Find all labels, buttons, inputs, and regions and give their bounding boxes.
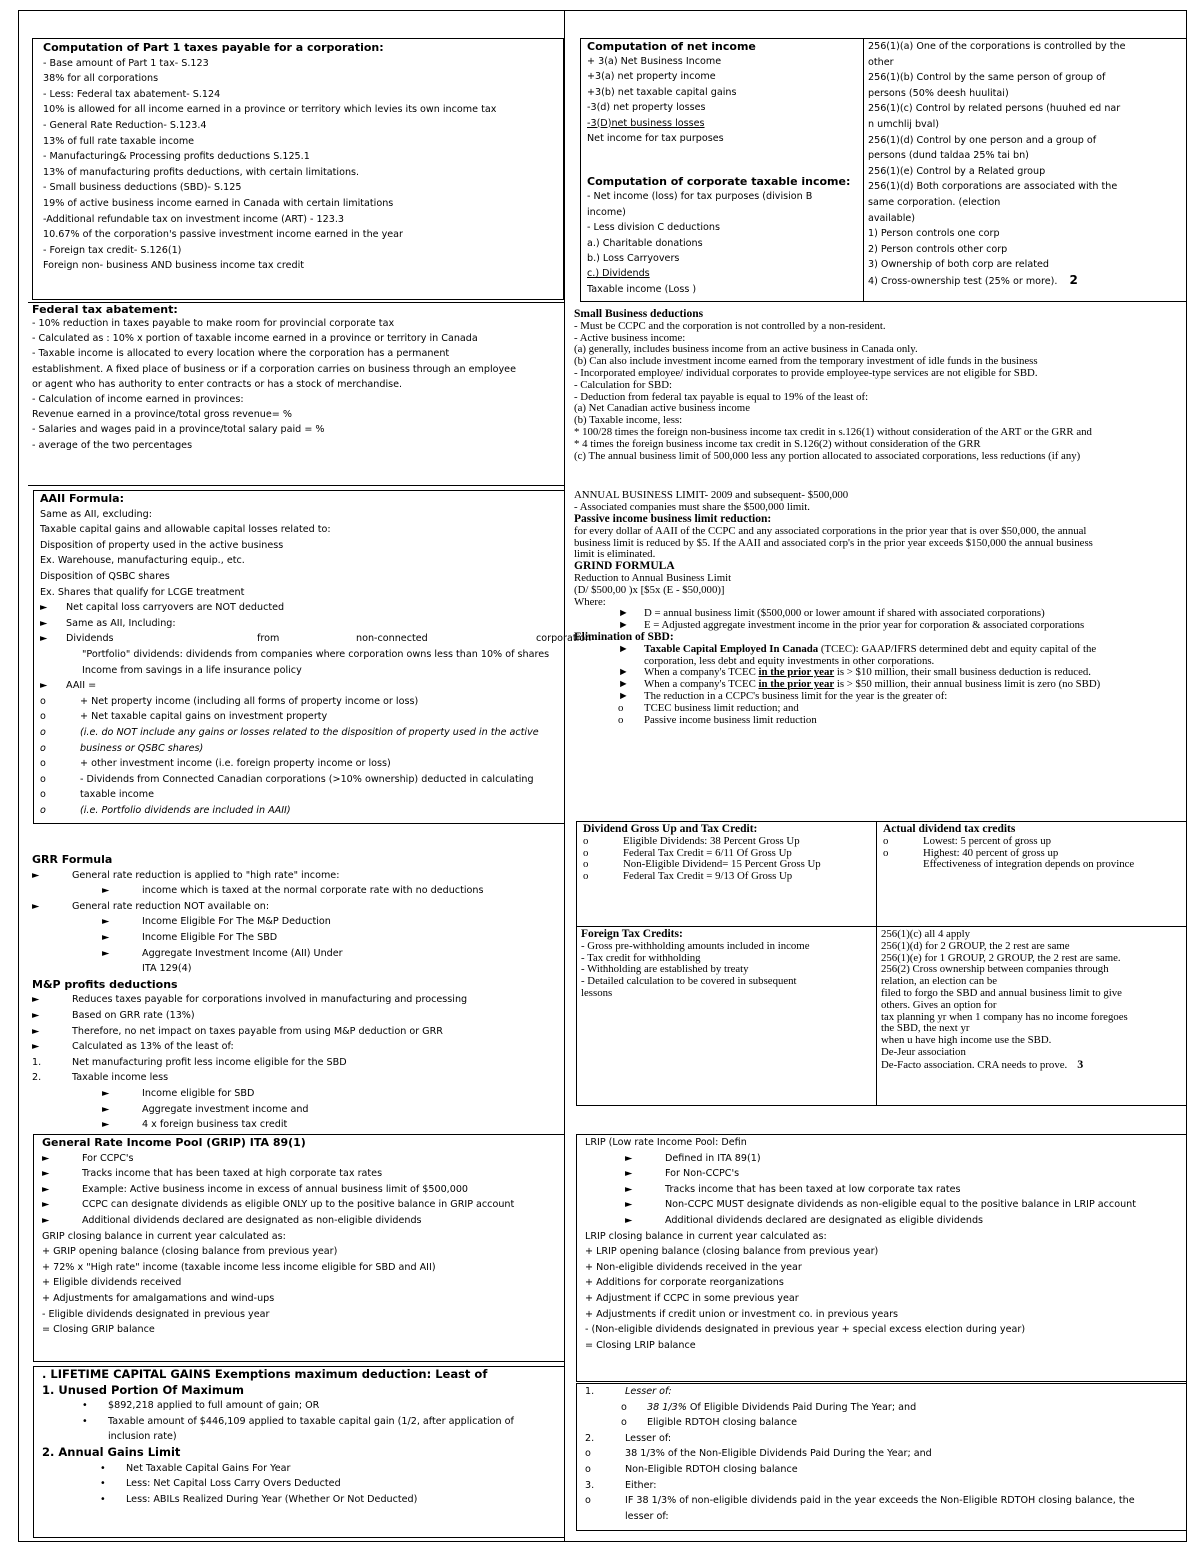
- grr-item: ► General rate reduction is applied to "high rate" income:: [32, 869, 340, 881]
- aaii-plus-line: o taxable income: [40, 789, 155, 801]
- associated-line: 256(1)(c) Control by related persons (huuhed ed nar: [868, 103, 1121, 115]
- grip-line: + 72% x "High rate" income (taxable income less income eligible for SBD and AII): [42, 1261, 436, 1273]
- grr-item: ► Income Eligible For The SBD: [102, 931, 278, 943]
- association-note-line: relation, an election can be: [881, 975, 998, 988]
- tcec-line: ► Taxable Capital Employed In Canada (TCEC): GAAP/IFRS determined debt and equity capital of the: [618, 642, 1097, 655]
- part1-line: 10% is allowed for all income earned in a province or territory which levies its own income tax: [43, 104, 497, 116]
- aaii-plus-line: o (i.e. do NOT include any gains or losses related to the disposition of property used in the active: [40, 726, 539, 738]
- rdtoh-2b: o Non-Eligible RDTOH closing balance: [585, 1463, 798, 1475]
- taxable-income-line: income): [587, 206, 626, 218]
- association-note-line: when u have high income use the SBD.: [881, 1034, 1052, 1047]
- lrip-item: ► Additional dividends declared are designated as eligible dividends: [625, 1214, 984, 1226]
- where-item: ► D = annual business limit ($500,000 or lower amount if shared with associated corporations): [618, 607, 1045, 620]
- association-notes-box: [876, 926, 1187, 1106]
- part1-line: 13% of full rate taxable income: [43, 135, 195, 147]
- federal-abatement-box: [28, 302, 565, 486]
- aaii-line: Taxable capital gains and allowable capital losses related to:: [40, 524, 331, 536]
- part1-line: -Additional refundable tax on investment income (ART) - 123.3: [43, 213, 344, 225]
- sbd-line: (b) Taxable income, less:: [574, 414, 683, 427]
- lrip-lines: [585, 1229, 1178, 1354]
- where-item: ► E = Adjusted aggregate investment income in the prior year for corporation & associated corporations: [618, 619, 1085, 632]
- association-note-line: 256(1)(c) all 4 apply: [881, 928, 971, 940]
- part1-line: Foreign non- business AND business income tax credit: [43, 260, 304, 272]
- mp-num1: 1. Net manufacturing profit less income eligible for the SBD: [32, 1056, 347, 1068]
- part1-line: 38% for all corporations: [43, 73, 159, 85]
- associated-line: persons (50% deesh huulitai): [868, 87, 1009, 99]
- lcge-b2: • Less: ABILs Realized During Year (Whether Or Not Deducted): [100, 1493, 418, 1505]
- pibr-line: business limit is reduced by $5. If the AAII and associated corp's in the prior year exceeds $150,000 the annual business: [574, 536, 1093, 549]
- sbd-line: (a) Net Canadian active business income: [574, 402, 750, 415]
- divgu-item: o Non-Eligible Dividend= 15 Percent Gross Up: [583, 858, 821, 871]
- rdtoh-1a: o 38 1/3% Of Eligible Dividends Paid During The Year; and: [621, 1401, 917, 1413]
- rdtoh-1b: o Eligible RDTOH closing balance: [621, 1417, 798, 1429]
- lrip-title: LRIP (Low rate Income Pool: Defin: [585, 1137, 747, 1148]
- grip-line: - Eligible dividends designated in previous year: [42, 1308, 270, 1320]
- pibr-line: for every dollar of AAII of the CCPC and any associated corporations in the prior year that is over $50,000, the annual: [574, 524, 1087, 537]
- association-note-line: 256(1)(d) for 2 GROUP, the 2 rest are same: [881, 939, 1070, 952]
- aaii-insurance-line: Income from savings in a life insurance policy: [82, 664, 302, 676]
- abatement-line: or agent who has authority to enter contracts or has a stock of merchandise.: [32, 378, 403, 390]
- part1-line: 19% of active business income earned in Canada with certain limitations: [43, 197, 394, 209]
- sbd-line: - Deduction from federal tax payable is equal to 19% of the least of:: [574, 390, 869, 403]
- aaii-line: Same as AII, excluding:: [40, 508, 152, 520]
- part1-line: - Small business deductions (SBD)- S.125: [43, 182, 242, 194]
- associated-line: 4) Cross-ownership test (25% or more). 2: [868, 272, 1078, 287]
- page-number: 3: [1077, 1056, 1084, 1071]
- abatement-line: - Taxable income is allocated to every location where the corporation has a permanent: [32, 348, 450, 360]
- association-note-line: others. Gives an option for: [881, 998, 997, 1011]
- ftc-line: - Withholding are established by treaty: [581, 963, 749, 976]
- sbd-lines: [574, 321, 1186, 463]
- reduction-item: o TCEC business limit reduction; and: [618, 701, 799, 714]
- grind-line: Where:: [574, 595, 606, 608]
- aaii-plus-line: o - Dividends from Connected Canadian corporations (>10% ownership) deducted in calculating: [40, 773, 534, 785]
- rdtoh-3: 3. Either:: [585, 1479, 657, 1491]
- aaii-eq: ► AAII =: [40, 680, 97, 692]
- actual-item: Effectiveness of integration depends on province: [923, 858, 1135, 871]
- net-income-box: [580, 38, 864, 302]
- pibr-lines: [574, 526, 1186, 561]
- sbd-line: - Calculation for SBD:: [574, 378, 673, 391]
- reduction-item: o Passive income business limit reduction: [618, 713, 817, 726]
- ftc-line: - Detailed calculation to be covered in subsequent: [581, 975, 797, 988]
- taxable-income-lines: [587, 189, 859, 297]
- part1-line: - Base amount of Part 1 tax- S.123: [43, 57, 209, 69]
- lrip-line: + LRIP opening balance (closing balance from previous year): [585, 1246, 879, 1258]
- aaii-plus-line: o (i.e. Portfolio dividends are included in AAII): [40, 804, 291, 816]
- foreign-credit-box: [576, 926, 877, 1106]
- associated-line: n umchlij bval): [868, 118, 940, 130]
- rdtoh-2: 2. Lesser of:: [585, 1432, 672, 1444]
- lrip-item: ► Tracks income that has been taxed at low corporate tax rates: [625, 1183, 961, 1195]
- aaii-plus-lines: [40, 694, 558, 819]
- net-income-line: +3(b) net taxable capital gains: [587, 86, 737, 98]
- net-income-line: -3(D)net business losses: [587, 117, 705, 129]
- grr-item: ► General rate reduction NOT available on:: [32, 900, 270, 912]
- lrip-line: = Closing LRIP balance: [585, 1339, 696, 1351]
- abatement-line: - Salaries and wages paid in a province/total salary paid = %: [32, 424, 325, 436]
- lrip-line: + Additions for corporate reorganizations: [585, 1277, 784, 1289]
- associated-line: 2) Person controls other corp: [868, 243, 1008, 255]
- part1-line: - General Rate Reduction- S.123.4: [43, 119, 207, 131]
- abl-line: ANNUAL BUSINESS LIMIT- 2009 and subsequent- $500,000: [574, 489, 849, 502]
- divgu-item: o Federal Tax Credit = 9/13 Of Gross Up: [583, 870, 793, 883]
- abatement-line: Revenue earned in a province/total gross revenue= %: [32, 409, 292, 421]
- grip-item: ► CCPC can designate dividends as eligible ONLY up to the positive balance in GRIP account: [42, 1199, 515, 1211]
- aaii-lines: [40, 507, 558, 601]
- mp-sub-items: [32, 1086, 564, 1133]
- grip-box: [33, 1134, 565, 1362]
- ftc-line: - Gross pre-withholding amounts included in income: [581, 939, 810, 952]
- associated-line: 256(1)(d) Control by one person and a group of: [868, 134, 1097, 146]
- sbd-section: [574, 309, 1186, 819]
- part1-line: - Manufacturing& Processing profits deductions S.125.1: [43, 151, 310, 163]
- aaii-plus-line: o + Net property income (including all forms of property income or loss): [40, 695, 419, 707]
- associated-line: available): [868, 212, 916, 224]
- aaii-line: Disposition of QSBC shares: [40, 570, 170, 582]
- lrip-line: - (Non-eligible dividends designated in previous year + special excess election during year): [585, 1324, 1026, 1336]
- rdtoh-2a: o 38 1/3% of the Non-Eligible Dividends Paid During the Year; and: [585, 1448, 932, 1460]
- grip-line: GRIP closing balance in current year calculated as:: [42, 1230, 286, 1242]
- divgu-title: Dividend Gross Up and Tax Credit:: [583, 823, 758, 835]
- pibr-title: Passive income business limit reduction:: [574, 512, 772, 525]
- grip-item: ► For CCPC's: [42, 1152, 134, 1164]
- mp-sub-item: ► Income eligible for SBD: [102, 1087, 255, 1099]
- divgu-item: o Eligible Dividends: 38 Percent Gross Up: [583, 834, 800, 847]
- abatement-lines: [32, 316, 561, 453]
- sbd-line: * 4 times the foreign business income tax credit in S.126(2) without consideration of the GRR: [574, 437, 981, 450]
- net-income-line: + 3(a) Net Business Income: [587, 56, 722, 67]
- associated-line: 1) Person controls one corp: [868, 228, 1000, 240]
- mp-title: M&P profits deductions: [32, 977, 178, 991]
- associated-line: other: [868, 56, 894, 68]
- grip-item: ► Additional dividends declared are designated as non-eligible dividends: [42, 1214, 422, 1226]
- rdtoh-1: 1. Lesser of:: [585, 1386, 672, 1397]
- sbd-line: - Incorporated employee/ individual corporates to provide employee-type services are not eligible for SBD.: [574, 366, 1038, 379]
- associated-line: persons (dund taldaa 25% tai bn): [868, 150, 1029, 162]
- net-income-line: Net income for tax purposes: [587, 133, 724, 145]
- lcge-title: . LIFETIME CAPITAL GAINS Exemptions maximum deduction: Least of: [42, 1367, 488, 1381]
- associated-line: 256(1)(a) One of the corporations is controlled by the: [868, 41, 1126, 52]
- aaii-portfolio-line: "Portfolio" dividends: dividends from companies where corporation owns less than 10% of shares: [82, 648, 550, 660]
- actual-title: Actual dividend tax credits: [883, 823, 1016, 835]
- rdtoh-3b: lesser of:: [625, 1510, 669, 1522]
- ftc-line: - Tax credit for withholding: [581, 951, 701, 964]
- abatement-line: - Calculation of income earned in provinces:: [32, 394, 244, 406]
- aaii-line: Disposition of property used in the active business: [40, 539, 284, 551]
- net-income-title: Computation of net income: [587, 40, 756, 53]
- sbd-line: (c) The annual business limit of 500,000 less any portion allocated to associated corporations, less reductions (if any): [574, 449, 1081, 462]
- associated-corps-box: [863, 38, 1187, 302]
- actual-item: o Highest: 40 percent of gross up: [883, 846, 1059, 859]
- aaii-box: [33, 490, 592, 824]
- mp-item: ► Calculated as 13% of the least of:: [32, 1041, 234, 1053]
- grr-title: GRR Formula: [32, 853, 113, 866]
- abatement-line: - 10% reduction in taxes payable to make room for provincial corporate tax: [32, 318, 395, 329]
- part1-line: - Foreign tax credit- S.126(1): [43, 244, 182, 256]
- taxable-income-title: Computation of corporate taxable income:: [587, 175, 851, 189]
- grip-line: + Adjustments for amalgamations and wind-ups: [42, 1292, 275, 1304]
- lcge-b2: • Less: Net Capital Loss Carry Overs Deducted: [100, 1478, 341, 1490]
- grind-line: (D/ $500,00 )x [$5x (E - $50,000)]: [574, 583, 725, 596]
- abl-line2: - Associated companies must share the $500,000 limit.: [574, 501, 810, 514]
- divgu-items: [583, 836, 870, 883]
- grip-items: [42, 1151, 556, 1229]
- taxable-income-line: c.) Dividends: [587, 268, 650, 280]
- elim-title: Elimination of SBD:: [574, 630, 674, 643]
- actual-item: o Lowest: 5 percent of gross up: [883, 834, 1052, 847]
- when-line: ► When a company's TCEC in the prior year is > $10 million, their small business deduction is reduced.: [618, 666, 1091, 679]
- part1-line: - Less: Federal tax abatement- S.124: [43, 88, 221, 100]
- page-number: 2: [1069, 272, 1078, 287]
- association-note-line: 256(1)(e) for 1 GROUP, 2 GROUP, the 2 rest are same.: [881, 951, 1121, 964]
- sbd-line: (a) generally, includes business income from an active business in Canada only.: [574, 343, 918, 356]
- grip-lines: [42, 1229, 556, 1338]
- association-note-line: tax planning yr when 1 company has no income foregoes: [881, 1010, 1128, 1023]
- mp-num2: 2. Taxable income less: [32, 1072, 169, 1084]
- association-note-line: De-Facto association. CRA needs to prove. 3: [881, 1056, 1084, 1071]
- ftc-line: lessons: [581, 986, 613, 999]
- abatement-line: - Calculated as : 10% x portion of taxable income earned in a province or territory in Canada: [32, 333, 478, 345]
- associated-line: 256(1)(b) Control by the same person of group of: [868, 72, 1106, 84]
- mp-item: ► Based on GRR rate (13%): [32, 1009, 195, 1021]
- grr-item: ► Aggregate Investment Income (AII) Under: [102, 947, 343, 959]
- associated-lines: [868, 39, 1182, 290]
- mp-sub-item: ► 4 x foreign business tax credit: [102, 1119, 288, 1131]
- association-notes-lines: [881, 929, 1182, 1072]
- association-note-line: 256(2) Cross ownership between companies through: [881, 963, 1109, 976]
- mp-item: ► Therefore, no net impact on taxes payable from using M&P deduction or GRR: [32, 1025, 443, 1037]
- abatement-title: Federal tax abatement:: [32, 303, 178, 316]
- lcge-h1: 1. Unused Portion Of Maximum: [42, 1382, 244, 1397]
- rdtoh-box: [576, 1383, 1187, 1531]
- associated-line: 256(1)(e) Control by a Related group: [868, 165, 1046, 177]
- grip-item: ► Tracks income that has been taxed at high corporate tax rates: [42, 1168, 383, 1180]
- taxable-income-line: - Less division C deductions: [587, 222, 720, 234]
- lcge-b2: • Net Taxable Capital Gains For Year: [100, 1462, 291, 1474]
- taxable-income-line: - Net income (loss) for tax purposes (division B: [587, 191, 813, 203]
- aaii-bullet: ► Net capital loss carryovers are NOT deducted: [40, 602, 285, 614]
- aaii-dividends-row: ► Dividends from non-connected corporation: [40, 633, 592, 645]
- abatement-line: - average of the two percentages: [32, 439, 193, 451]
- mp-item: ► Reduces taxes payable for corporations involved in manufacturing and processing: [32, 994, 468, 1006]
- lrip-item: ► For Non-CCPC's: [625, 1168, 740, 1180]
- grip-line: + GRIP opening balance (closing balance from previous year): [42, 1246, 338, 1258]
- reduction-line: ► The reduction in a CCPC's business limit for the year is the greater of:: [618, 689, 948, 702]
- rdtoh-3a: o IF 38 1/3% of non-eligible dividends paid in the year exceeds the Non-Eligible RDTOH closing balance, the: [585, 1495, 1135, 1507]
- lcge-b1: • $892,218 applied to full amount of gain; OR: [82, 1400, 320, 1412]
- pibr-line: limit is eliminated.: [574, 548, 656, 561]
- when-line: ► When a company's TCEC in the prior year is > $50 million, their annual business limit is zero (no SBD): [618, 678, 1101, 691]
- lcge-h2: 2. Annual Gains Limit: [42, 1444, 181, 1459]
- aaii-plus-line: o + Net taxable capital gains on investment property: [40, 711, 328, 723]
- associated-line: 3) Ownership of both corp are related: [868, 259, 1049, 271]
- lrip-box: [576, 1134, 1187, 1382]
- sbd-line: - Must be CCPC and the corporation is not controlled by a non-resident.: [574, 319, 886, 332]
- dividend-grossup-box: [576, 821, 877, 927]
- ftc-lines: [581, 941, 872, 1000]
- lrip-line: + Adjustment if CCPC in some previous year: [585, 1292, 799, 1304]
- ftc-title: Foreign Tax Credits:: [581, 928, 683, 940]
- part1-line: 10.67% of the corporation's passive investment income earned in the year: [43, 229, 403, 241]
- lrip-line: + Non-eligible dividends received in the year: [585, 1261, 802, 1273]
- net-income-lines: [587, 54, 859, 146]
- lrip-line: + Adjustments if credit union or investment co. in previous years: [585, 1308, 899, 1320]
- associated-line: 256(1)(d) Both corporations are associated with the: [868, 181, 1118, 193]
- net-income-line: +3(a) net property income: [587, 71, 716, 83]
- taxable-income-line: a.) Charitable donations: [587, 237, 703, 249]
- grip-line: + Eligible dividends received: [42, 1277, 182, 1289]
- lrip-item: ► Non-CCPC MUST designate dividends as non-eligible equal to the positive balance in LRIP account: [625, 1199, 1136, 1211]
- part1-lines: [43, 56, 553, 274]
- net-income-line: -3(d) net property losses: [587, 102, 706, 114]
- tcec-line2: corporation, less debt and equity investments in other corporations.: [644, 654, 935, 667]
- part1-line: 13% of manufacturing profits deductions, with certain limitations.: [43, 166, 360, 178]
- aaii-line: Ex. Warehouse, manufacturing equip., etc.: [40, 555, 245, 567]
- grind-title: GRIND FORMULA: [574, 560, 675, 573]
- aaii-line: Ex. Shares that qualify for LCGE treatment: [40, 586, 245, 598]
- divgu-item: o Federal Tax Credit = 6/11 Of Gross Up: [583, 846, 792, 859]
- association-note-line: the SBD, the next yr: [881, 1022, 970, 1035]
- mp-sub-item: ► Aggregate investment income and: [102, 1103, 309, 1115]
- grip-line: = Closing GRIP balance: [42, 1324, 155, 1336]
- associated-line: same corporation. (election: [868, 196, 1001, 208]
- aaii-plus-line: o + other investment income (i.e. foreign property income or loss): [40, 758, 391, 770]
- lrip-item: ► Defined in ITA 89(1): [625, 1152, 761, 1164]
- abatement-line: establishment. A fixed place of business or if a corporation carries on business through an employee: [32, 363, 516, 375]
- aaii-bullet: ► Same as AII, Including:: [40, 617, 176, 629]
- association-note-line: filed to forgo the SBD and annual business limit to give: [881, 986, 1122, 999]
- lcge-b1: inclusion rate): [108, 1431, 177, 1443]
- mp-items: [32, 992, 564, 1054]
- aaii-title: AAII Formula:: [40, 492, 124, 505]
- lrip-items: [585, 1151, 1178, 1229]
- sbd-line: - Active business income:: [574, 331, 686, 344]
- sbd-line: * 100/28 times the foreign non-business income tax credit in s.126(1) without consideration of the ART or the GRR and: [574, 425, 1092, 438]
- sbd-title: Small Business deductions: [574, 308, 704, 320]
- lcge-box: [33, 1366, 565, 1538]
- grip-item: ► Example: Active business income in excess of annual business limit of $500,000: [42, 1183, 469, 1195]
- taxable-income-line: b.) Loss Carryovers: [587, 253, 680, 265]
- grr-item: ITA 129(4): [142, 963, 192, 975]
- actual-credit-box: [876, 821, 1187, 927]
- aaii-plus-line: o business or QSBC shares): [40, 742, 204, 754]
- association-note-line: De-Jeur association: [881, 1045, 966, 1058]
- lcge-b1: • Taxable amount of $446,109 applied to taxable capital gain (1/2, after application of: [82, 1415, 514, 1427]
- part1-title: Computation of Part 1 taxes payable for a corporation:: [43, 41, 384, 54]
- grind-lines: [574, 573, 1186, 608]
- grip-title: General Rate Income Pool (GRIP) ITA 89(1): [42, 1136, 306, 1149]
- grr-section: [32, 852, 564, 1134]
- sbd-line: (b) Can also include investment income earned from the temporary investment of idle funds in the business: [574, 355, 1038, 368]
- taxable-income-line: Taxable income (Loss ): [587, 283, 697, 295]
- lrip-line: LRIP closing balance in current year calculated as:: [585, 1230, 827, 1242]
- grr-item: ► Income Eligible For The M&P Deduction: [102, 916, 331, 928]
- part1-tax-box: [32, 38, 564, 300]
- grr-item: ► income which is taxed at the normal corporate rate with no deductions: [102, 885, 484, 897]
- grind-line: Reduction to Annual Business Limit: [574, 571, 732, 584]
